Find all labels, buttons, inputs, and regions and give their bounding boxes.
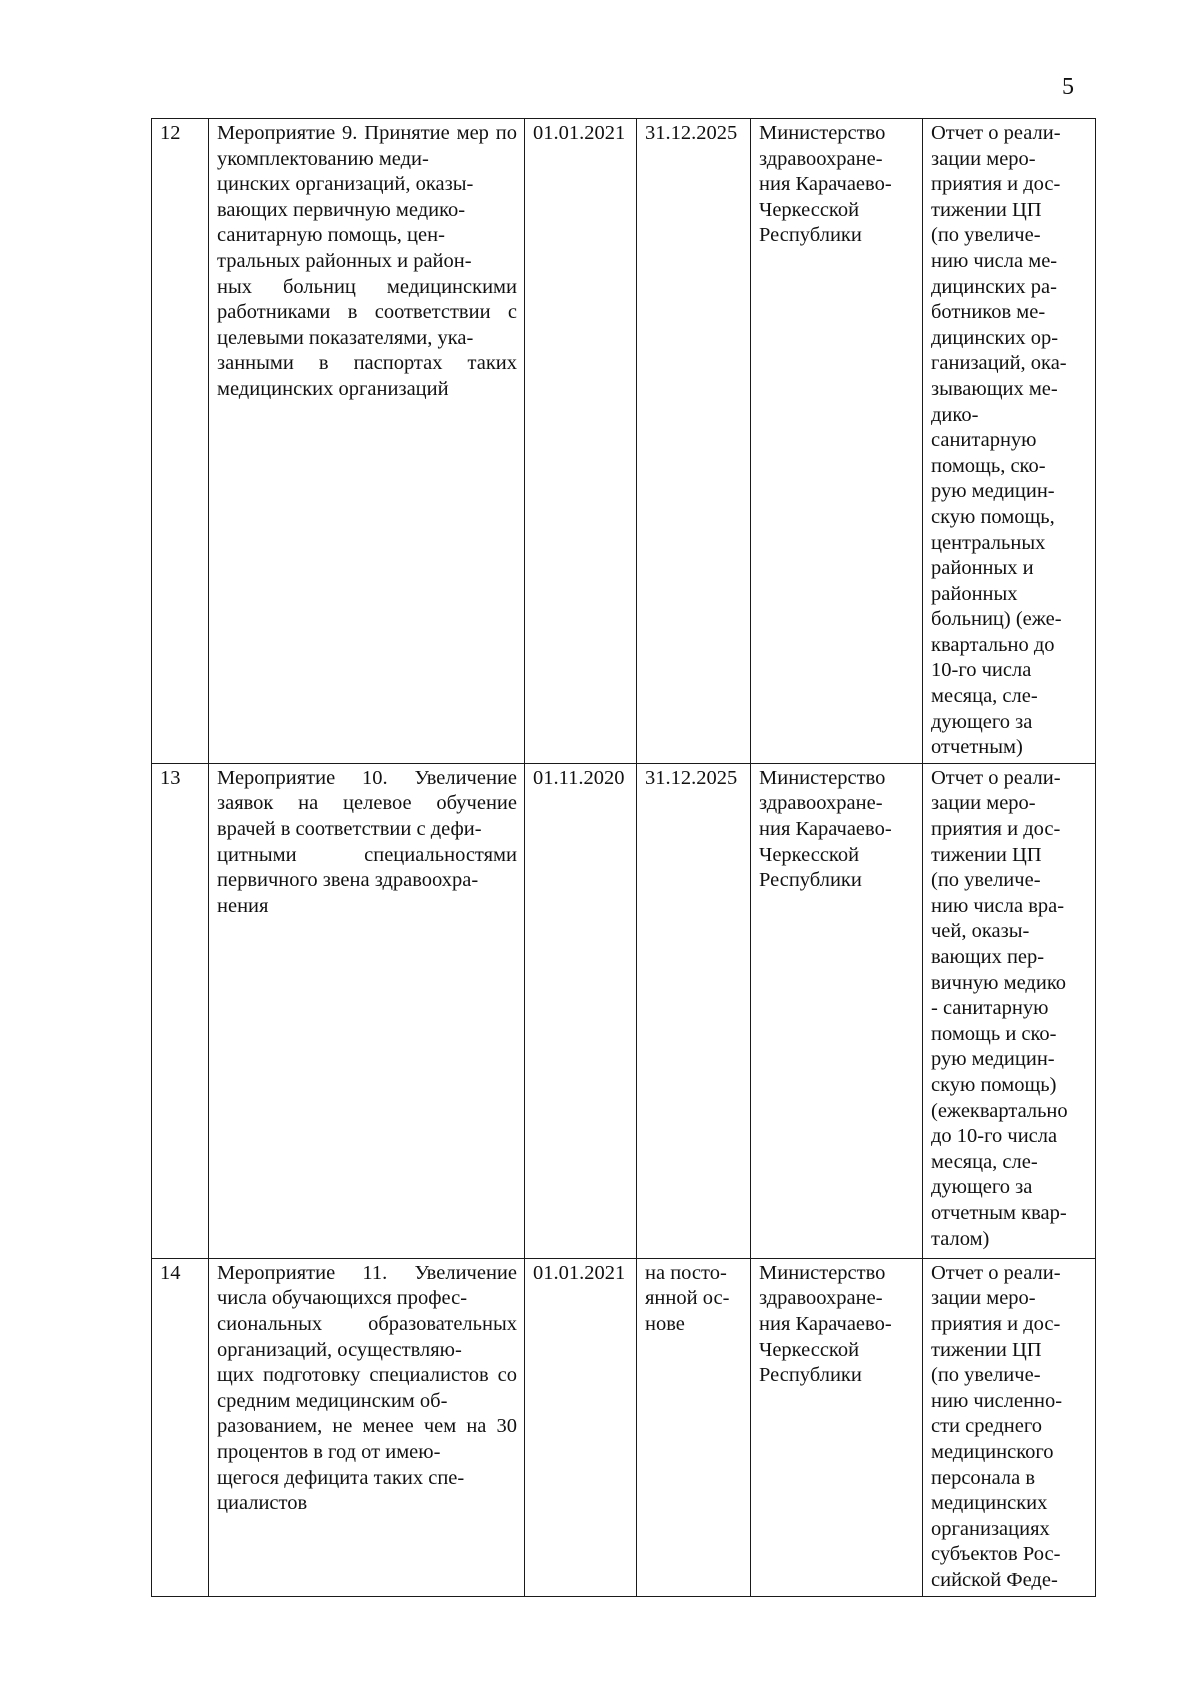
- responsible-executor: Министерство здравоохране- ния Карачаево- Черкесской Республики: [751, 763, 923, 1258]
- responsible-executor: Министерство здравоохране- ния Карачаево- Черкесской Республики: [751, 119, 923, 764]
- table-row: [152, 1258, 1096, 1596]
- row-number: 13: [152, 763, 209, 1258]
- table-row: [152, 119, 1096, 764]
- page-number: 5: [1062, 74, 1074, 100]
- report-form: Отчет о реали- зации меро- приятия и дос- тижении ЦП (по увеличе- нию числа ме- дицинских ра- ботников ме- дицинских ор- ганизаций, ока- зывающих ме- дико- санитарную помощь, ско- рую медицин- скую помощь, центральных районных и районных больниц) (еже- квартально до 10-го числа месяца, сле- дующего за отчетным): [923, 119, 1096, 764]
- table-row: [152, 763, 1096, 1258]
- end-date: на посто- янной ос- нове: [637, 1258, 751, 1596]
- end-date: 31.12.2025: [637, 763, 751, 1258]
- responsible-executor: Министерство здравоохране- ния Карачаево- Черкесской Республики: [751, 1258, 923, 1596]
- report-form: Отчет о реали- зации меро- приятия и дос- тижении ЦП (по увеличе- нию числа вра- чей, оказы- вающих пер- вичную медико - санитарную помощь и ско- рую медицин- скую помощь) (ежеквартально до 10-го числа месяца, сле- дующего за отчетным квар- талом): [923, 763, 1096, 1258]
- report-form: Отчет о реали- зации меро- приятия и дос- тижении ЦП (по увеличе- нию численно- сти среднего медицинского персонала в медицинских организациях субъектов Рос- сийской Феде-: [923, 1258, 1096, 1596]
- start-date: 01.11.2020: [525, 763, 637, 1258]
- activity-description: Мероприятие 9. Принятие мер по укомплектованию меди- цинских организаций, оказы- вающих первичную медико- санитарную помощь, цен- тральных районных и район- ных больниц медицинскими работниками в соответствии с целевыми показателями, ука- занными в паспортах таких медицинских организаций: [209, 119, 525, 764]
- activities-table: [151, 118, 1096, 1597]
- activity-description: Мероприятие 10. Увеличение заявок на целевое обучение врачей в соответствии с дефи- цитными специальностями первичного звена здравоохра- нения: [209, 763, 525, 1258]
- row-number: 12: [152, 119, 209, 764]
- end-date: 31.12.2025: [637, 119, 751, 764]
- start-date: 01.01.2021: [525, 1258, 637, 1596]
- activity-description: Мероприятие 11. Увеличение числа обучающихся профес- сиональных образовательных организаций, осуществляю- щих подготовку специалистов со средним медицинским об- разованием, не менее чем на 30 процентов в год от имею- щегося дефицита таких спе- циалистов: [209, 1258, 525, 1596]
- row-number: 14: [152, 1258, 209, 1596]
- start-date: 01.01.2021: [525, 119, 637, 764]
